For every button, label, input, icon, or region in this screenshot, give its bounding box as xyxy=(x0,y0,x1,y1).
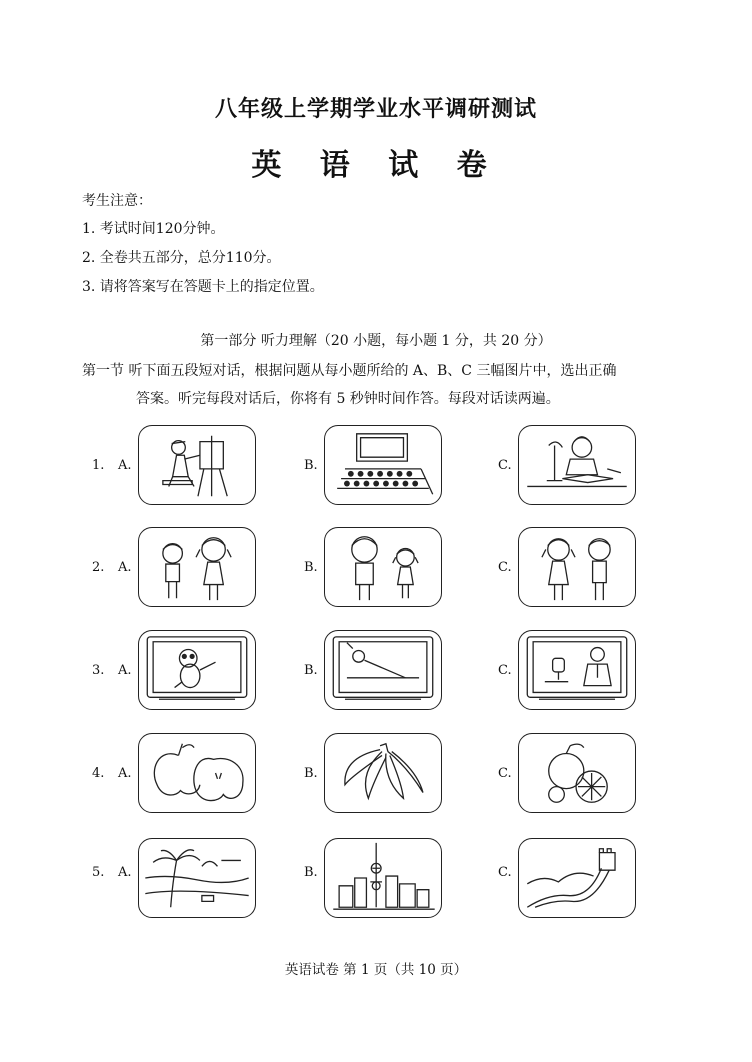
note-item-1: 1. 考试时间120分钟。 xyxy=(82,221,225,237)
studying-icon[interactable] xyxy=(518,425,636,505)
tv-news-icon[interactable] xyxy=(518,630,636,710)
option-letter-2b: B. xyxy=(304,560,318,575)
tv-sports-icon[interactable] xyxy=(324,630,442,710)
apple-icon[interactable] xyxy=(138,733,256,813)
option-letter-2a: A. xyxy=(118,560,132,575)
orange-icon[interactable] xyxy=(518,733,636,813)
option-letter-4c: C. xyxy=(498,766,512,781)
option-letter-1c: C. xyxy=(498,458,512,473)
option-letter-4b: B. xyxy=(304,766,318,781)
part-title: 第一部分 听力理解（20 小题，每小题 1 分，共 20 分） xyxy=(200,333,552,349)
notes-heading: 考生注意： xyxy=(82,193,152,209)
girl-boy-icon[interactable] xyxy=(518,527,636,607)
boy-girl-icon[interactable] xyxy=(324,527,442,607)
boy-girl-icon[interactable] xyxy=(138,527,256,607)
page-footer: 英语试卷 第 1 页（共 10 页） xyxy=(284,962,468,978)
tv-cartoon-icon[interactable] xyxy=(138,630,256,710)
great-wall-icon[interactable] xyxy=(518,838,636,918)
option-letter-5b: B. xyxy=(304,865,318,880)
paper-title: 八年级上学期学业水平调研测试 xyxy=(214,96,537,122)
paper-subtitle: 英 语 试 卷 xyxy=(251,148,501,183)
option-letter-5c: C. xyxy=(498,865,512,880)
question-number-5: 5. xyxy=(92,865,105,880)
note-item-2: 2. 全卷共五部分，总分110分。 xyxy=(82,250,281,266)
option-letter-4a: A. xyxy=(118,766,132,781)
question-number-1: 1. xyxy=(92,458,105,473)
section-instruction-line-2: 答案。听完每段对话后，你将有 5 秒钟时间作答。每段对话读两遍。 xyxy=(136,391,560,407)
question-number-2: 2. xyxy=(92,560,105,575)
note-item-3: 3. 请将答案写在答题卡上的指定位置。 xyxy=(82,279,324,295)
option-letter-1a: A. xyxy=(118,458,132,473)
banana-icon[interactable] xyxy=(324,733,442,813)
section-instruction-line-1: 第一节 听下面五段短对话，根据问题从每小题所给的 A、B、C 三幅图片中，选出正确 xyxy=(82,363,617,379)
city-tower-icon[interactable] xyxy=(324,838,442,918)
option-letter-3b: B. xyxy=(304,663,318,678)
option-letter-3a: A. xyxy=(118,663,132,678)
cinema-icon[interactable] xyxy=(324,425,442,505)
option-letter-5a: A. xyxy=(118,865,132,880)
option-letter-3c: C. xyxy=(498,663,512,678)
question-number-4: 4. xyxy=(92,766,105,781)
option-letter-2c: C. xyxy=(498,560,512,575)
question-number-3: 3. xyxy=(92,663,105,678)
option-letter-1b: B. xyxy=(304,458,318,473)
painting-icon[interactable] xyxy=(138,425,256,505)
beach-icon[interactable] xyxy=(138,838,256,918)
